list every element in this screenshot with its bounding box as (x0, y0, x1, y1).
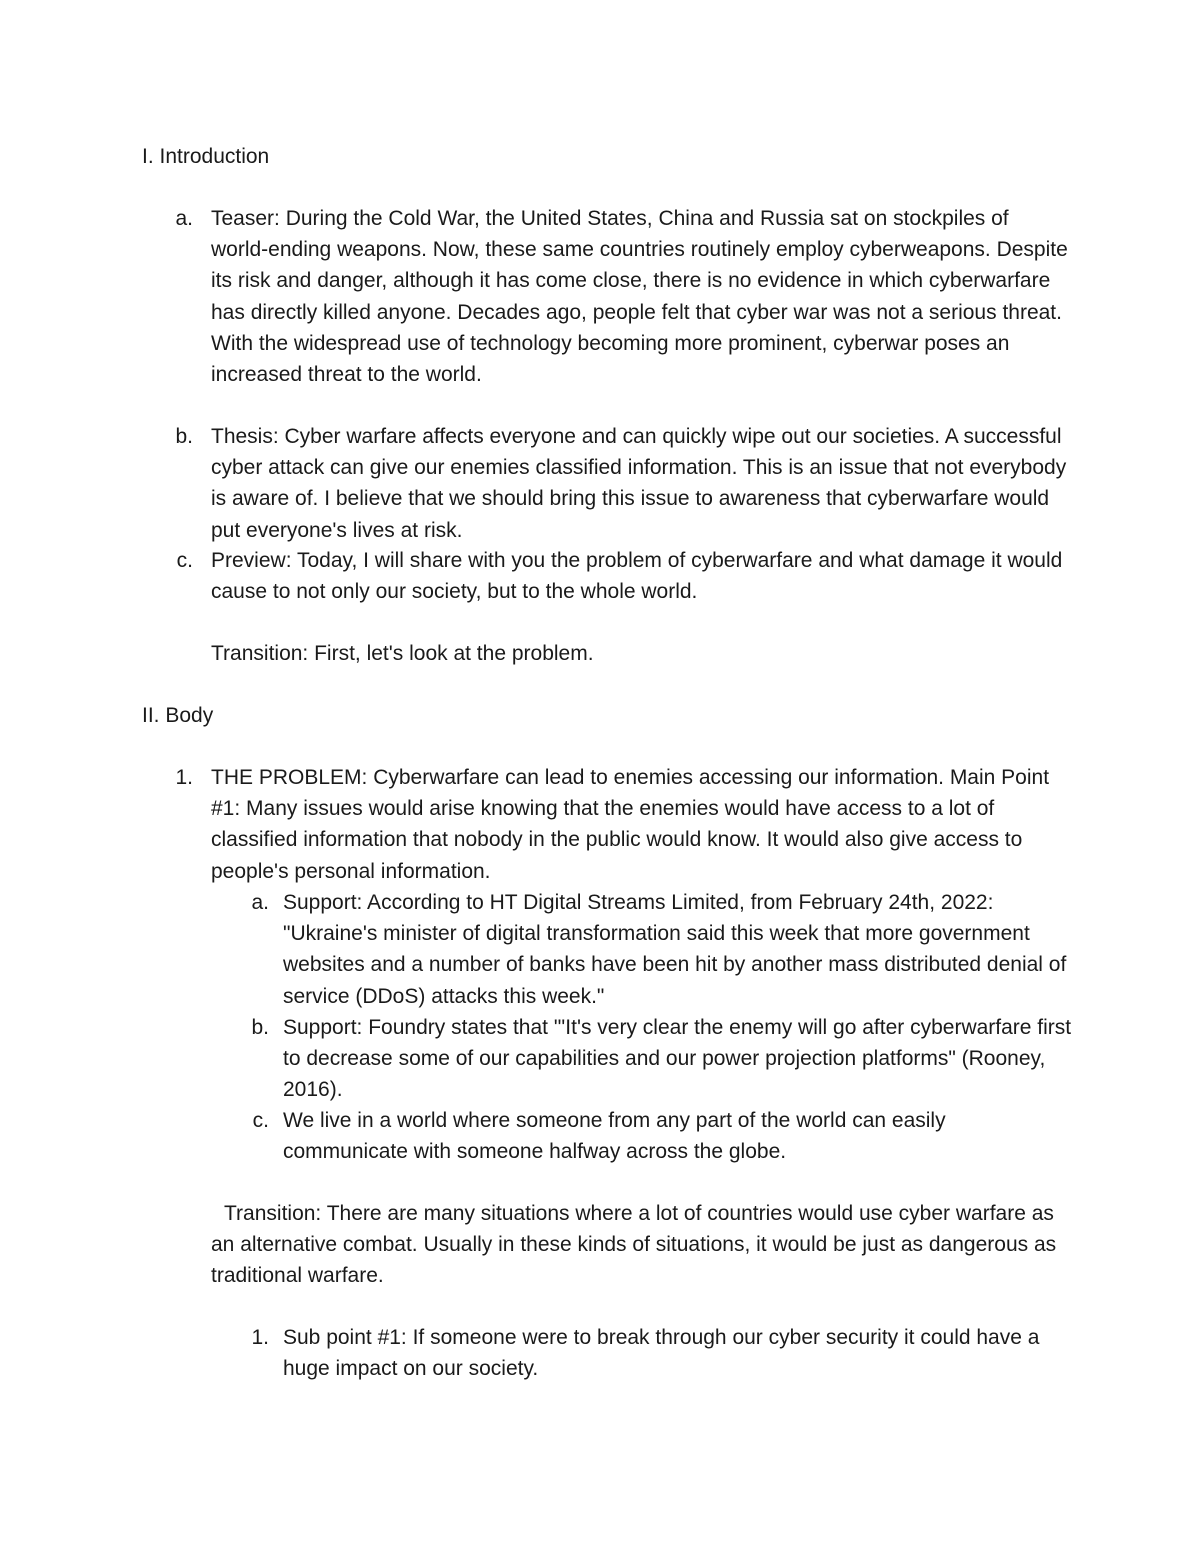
list-marker: 1. (175, 766, 193, 789)
support-text: Support: According to HT Digital Streams Limited, from February 24th, 2022: "Ukraine's minister of digital transformation said this week that more government websites and a number of banks have been hit by another mass distributed denial of service (DDoS) attacks this week." (283, 891, 1067, 1008)
support-text: Support: Foundry states that "'It's very clear the enemy will go after cyberwarfare first to decrease some of our capabilities and our power projection platforms" (Rooney, 2016). (283, 1016, 1072, 1102)
sub-point-text: Sub point #1: If someone were to break through our cyber security it could have a huge impact on our society. (283, 1326, 1040, 1381)
intro-transition: Transition: First, let's look at the problem. (211, 642, 594, 665)
support-item (251, 1012, 1073, 1106)
list-marker: a. (175, 207, 193, 230)
introduction-heading: I. Introduction (142, 145, 270, 168)
teaser-item (175, 203, 1071, 390)
thesis-text: Thesis: Cyber warfare affects everyone and can quickly wipe out our societies. A successful cyber attack can give our enemies classified information. This is an issue that not everybody is aware of. I believe that we should bring this issue to awareness that cyberwarfare would put everyone's lives at risk. (211, 425, 1067, 542)
main-point-text: THE PROBLEM: Cyberwarfare can lead to enemies accessing our information. Main Point #1: Many issues would arise knowing that the enemies would have access to a lot of classified information that nobody in the public would know. It would also give access to people's personal information. (211, 766, 1050, 883)
support-text: We live in a world where someone from any part of the world can easily communicate with someone halfway across the globe. (283, 1109, 946, 1164)
support-item (252, 1105, 1073, 1167)
list-marker: b. (251, 1016, 269, 1039)
thesis-item (175, 421, 1071, 546)
list-marker: b. (175, 425, 193, 448)
list-marker: c. (176, 549, 193, 572)
teaser-text: Teaser: During the Cold War, the United States, China and Russia sat on stockpiles of world-ending weapons. Now, these same countries routinely employ cyberweapons. Despite its risk and danger, although it has come close, there is no evidence in which cyberwarfare has directly killed anyone. Decades ago, people felt that cyber war was not a serious threat. With the widespread use of technology becoming more prominent, cyberwar poses an increased threat to the world. (211, 207, 1068, 387)
list-marker: 1. (251, 1326, 269, 1349)
support-item (251, 887, 1073, 1012)
preview-text: Preview: Today, I will share with you the problem of cyberwarfare and what damage it would cause to not only our society, but to the whole world. (211, 549, 1063, 604)
list-marker: c. (252, 1109, 269, 1132)
sub-point-item (251, 1322, 1073, 1384)
body-heading: II. Body (142, 704, 214, 727)
preview-item (176, 545, 1071, 607)
body-transition: Transition: There are many situations where a lot of countries would use cyber warfare as an alternative combat. Usually in these kinds of situations, it would be just as dangerous as traditional warfare. (211, 1202, 1057, 1288)
main-point-item (175, 762, 1071, 887)
list-marker: a. (251, 891, 269, 914)
